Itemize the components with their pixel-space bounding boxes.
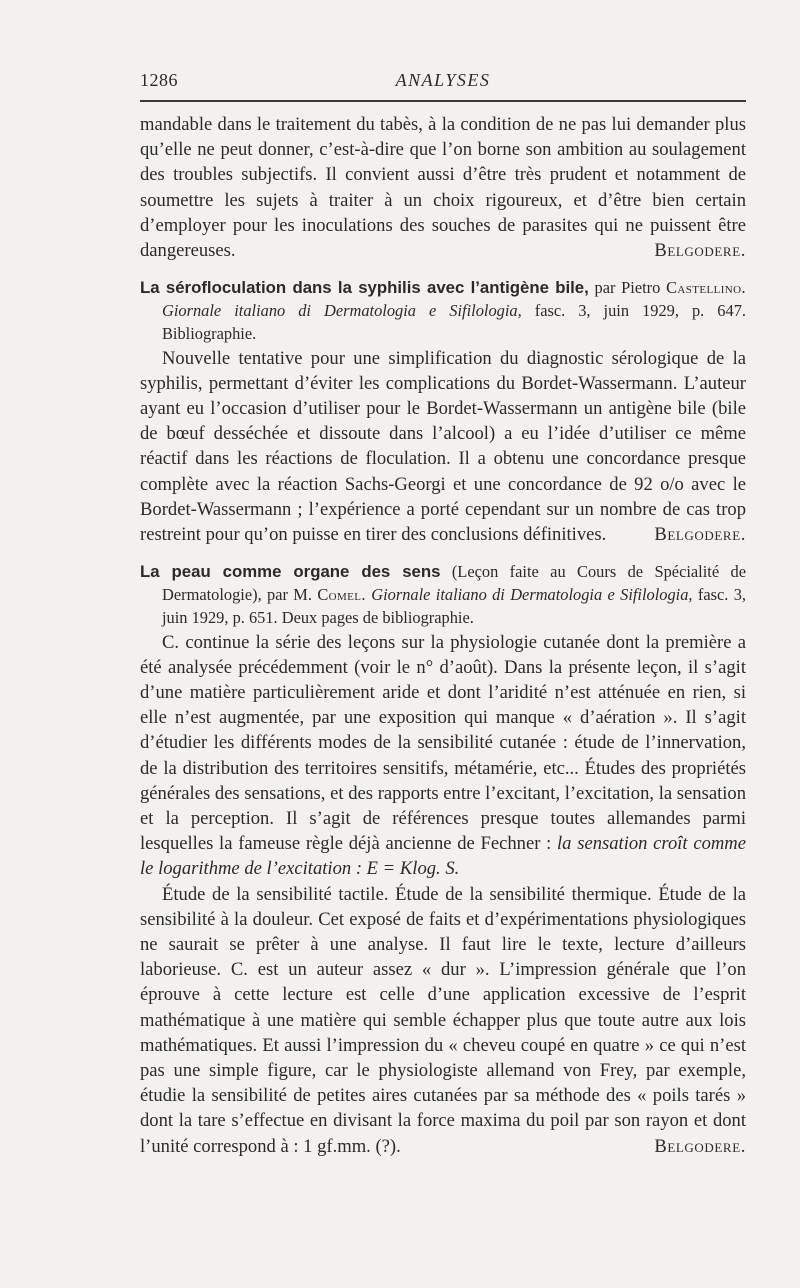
article-heading [140, 561, 746, 629]
reviewer-signature: Belgodere. [654, 1135, 746, 1157]
continued-text: mandable dans le traitement du tabès, à la condition de ne pas lui demander plus qu’elle ne peut donner, c’est-à-dire que l’on borne son ambition au soulagement des troubles subjectifs. Il convient aussi d’être très prudent et notamment de soumettre les sujets à traiter à un choix rigoureux, et d’être bien certain d’employer pour les inoculations des souches de parasites qui ne puissent être dangereuses. [140, 114, 746, 262]
article-details: fasc. 3, juin 1929, p. 651. Deux pages de bibliographie. [162, 585, 746, 627]
article-body-text: Étude de la sensibilité tactile. Étude de la sensibilité thermique. Étude de la sensibilité à la douleur. Cet exposé de faits et d’expérimentations physiologiques ne saurait se prêter à une analyse. Il faut lire le texte, lecture d’ailleurs laborieuse. C. est un auteur assez « dur ». L’impression générale que l’on éprouve à cette lecture est celle d’une application excessive de l’esprit mathématique à une matière qui semble échapper plus que toute autre aux lois mathématiques. Et aussi l’impression du « cheveu coupé en quatre » ce qui n’est pas une simple figure, car le physiologiste allemand von Frey, par exemple, étudie la sensibilité de petites aires cutanées par sa méthode des « poils tarés » dont la tare s’effectue en divisant la force maxima du poil par son rayon et dont l’unité correspond à : 1 gf.mm. (?). [140, 883, 746, 1157]
page-number: 1286 [140, 70, 178, 90]
article-context: (Leçon faite au Cours de Spécialité de Dermatologie), par M. [162, 562, 746, 605]
page-body [140, 112, 746, 1159]
reviewer-signature: Belgodere. [654, 240, 746, 262]
article-by: par Pietro [588, 278, 667, 298]
running-head: ANALYSES [395, 70, 491, 90]
article-body [140, 882, 746, 1159]
spacer [140, 547, 746, 561]
article-body [140, 630, 746, 882]
article-body-text: Nouvelle tentative pour une simplification du diagnostic sérologique de la syphilis, permettant d’éviter les complications du Bordet-Wassermann. L’auteur ayant eu l’occasion d’utiliser pour le Bordet-Wassermann un antigène bile (bile de bœuf desséchée et dissoute dans l’alcool) a eu l’idée d’utiliser ce même réactif dans les réactions de floculation. Il a obtenu une concordance presque complète avec la réaction Sachs-Georgi et une concordance de 92 o/o avec le Bordet-Wassermann ; l’expérience a porté cependant sur un nombre de cas trop restreint pour qu’on puisse en tirer des conclusions définitives. [140, 347, 746, 546]
header-rule [140, 100, 746, 102]
article-title: La sérofloculation dans la syphilis avec l’antigène bile, [140, 278, 589, 298]
reviewer-signature: Belgodere. [654, 524, 746, 546]
article-title: La peau comme organe des sens [140, 562, 441, 582]
continued-paragraph [140, 112, 746, 263]
article-body [140, 346, 746, 548]
fechner-law: la sensation croît comme le logarithme de l’excitation : E = Klog. S. [140, 833, 746, 880]
article-author: Comel. [317, 585, 366, 605]
spacer [140, 263, 746, 277]
article-heading [140, 277, 746, 345]
page-header [140, 66, 746, 94]
article-journal: Giornale italiano di Dermatologia e Sifilologia, [162, 301, 522, 321]
article-journal: Giornale italiano di Dermatologia e Sifilologia, [365, 585, 693, 605]
article-author: Castellino. [666, 278, 746, 298]
article-details: fasc. 3, juin 1929, p. 647. Bibliographie. [162, 301, 746, 343]
article-body-text: C. continue la série des leçons sur la physiologie cutanée dont la première a été analysée précédemment (voir le n° d’août). Dans la présente leçon, il s’agit d’une matière particulièrement aride et dont l’aridité n’est atténuée en rien, si elle n’est augmentée, par une exposition qui manque « d’aération ». Il s’agit d’étudier les différents modes de la sensibilité cutanée : étude de l’innervation, de la distribution des territoires sensitifs, métamérie, etc... Études des propriétés générales des sensations, et des rapports entre l’excitant, l’excitation, la sensation et la perception. Il s’agit de références presque toutes allemandes parmi lesquelles la fameuse règle déjà ancienne de Fechner : [140, 631, 746, 855]
